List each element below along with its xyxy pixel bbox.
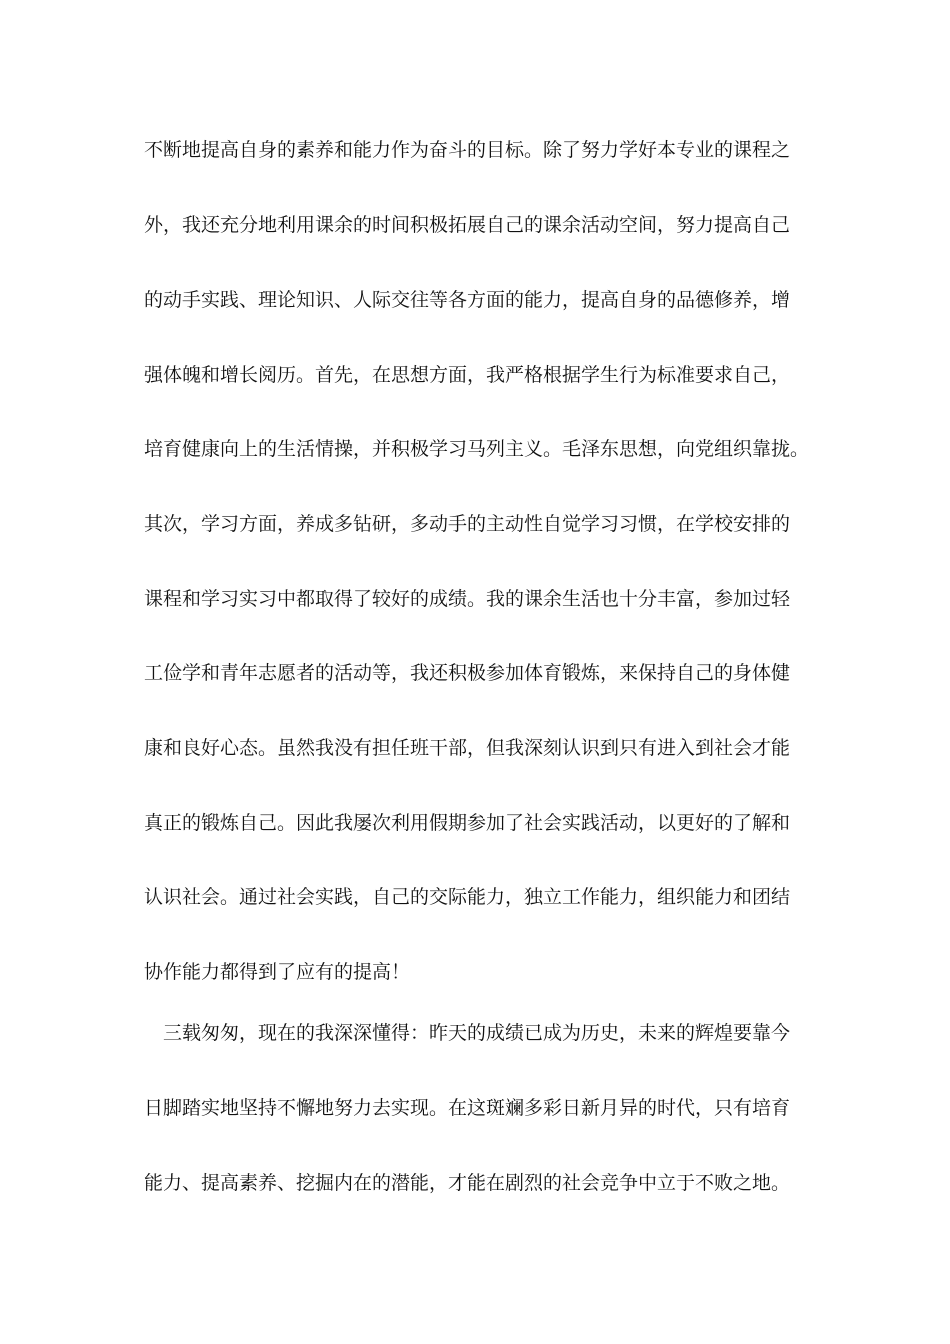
text-line-1: 不断地提高自身的素养和能力作为奋斗的目标。除了努力学好本专业的课程之 — [144, 139, 791, 161]
text-line-8: 工俭学和青年志愿者的活动等，我还积极参加体育锻炼，来保持自己的身体健 — [144, 662, 791, 684]
text-line-11: 认识社会。通过社会实践，自己的交际能力，独立工作能力，组织能力和团结 — [144, 886, 791, 908]
text-line-4: 强体魄和增长阅历。首先，在思想方面，我严格根据学生行为标准要求自己， — [144, 364, 791, 386]
text-line-5: 培育健康向上的生活情操，并积极学习马列主义。毛泽东思想，向党组织靠拢。 — [144, 438, 810, 460]
text-line-15: 能力、提高素养、挖掘内在的潜能，才能在剧烈的社会竞争中立于不败之地。 — [144, 1172, 791, 1194]
text-line-2: 外，我还充分地利用课余的时间积极拓展自己的课余活动空间，努力提高自己 — [144, 214, 791, 236]
text-line-7: 课程和学习实习中都取得了较好的成绩。我的课余生活也十分丰富，参加过轻 — [144, 588, 791, 610]
text-line-14: 日脚踏实地坚持不懈地努力去实现。在这斑斓多彩日新月异的时代，只有培育 — [144, 1097, 791, 1119]
text-line-10: 真正的锻炼自己。因此我屡次利用假期参加了社会实践活动，以更好的了解和 — [144, 812, 791, 834]
text-line-13: 三载匆匆，现在的我深深懂得：昨天的成绩已成为历史，未来的辉煌要靠今 — [163, 1022, 791, 1044]
text-line-9: 康和良好心态。虽然我没有担任班干部，但我深刻认识到只有进入到社会才能 — [144, 737, 791, 759]
text-line-3: 的动手实践、理论知识、人际交往等各方面的能力，提高自身的品德修养，增 — [144, 289, 791, 311]
text-line-6: 其次，学习方面，养成多钻研，多动手的主动性自觉学习习惯，在学校安排的 — [144, 513, 791, 535]
text-line-12: 协作能力都得到了应有的提高！ — [144, 961, 411, 983]
